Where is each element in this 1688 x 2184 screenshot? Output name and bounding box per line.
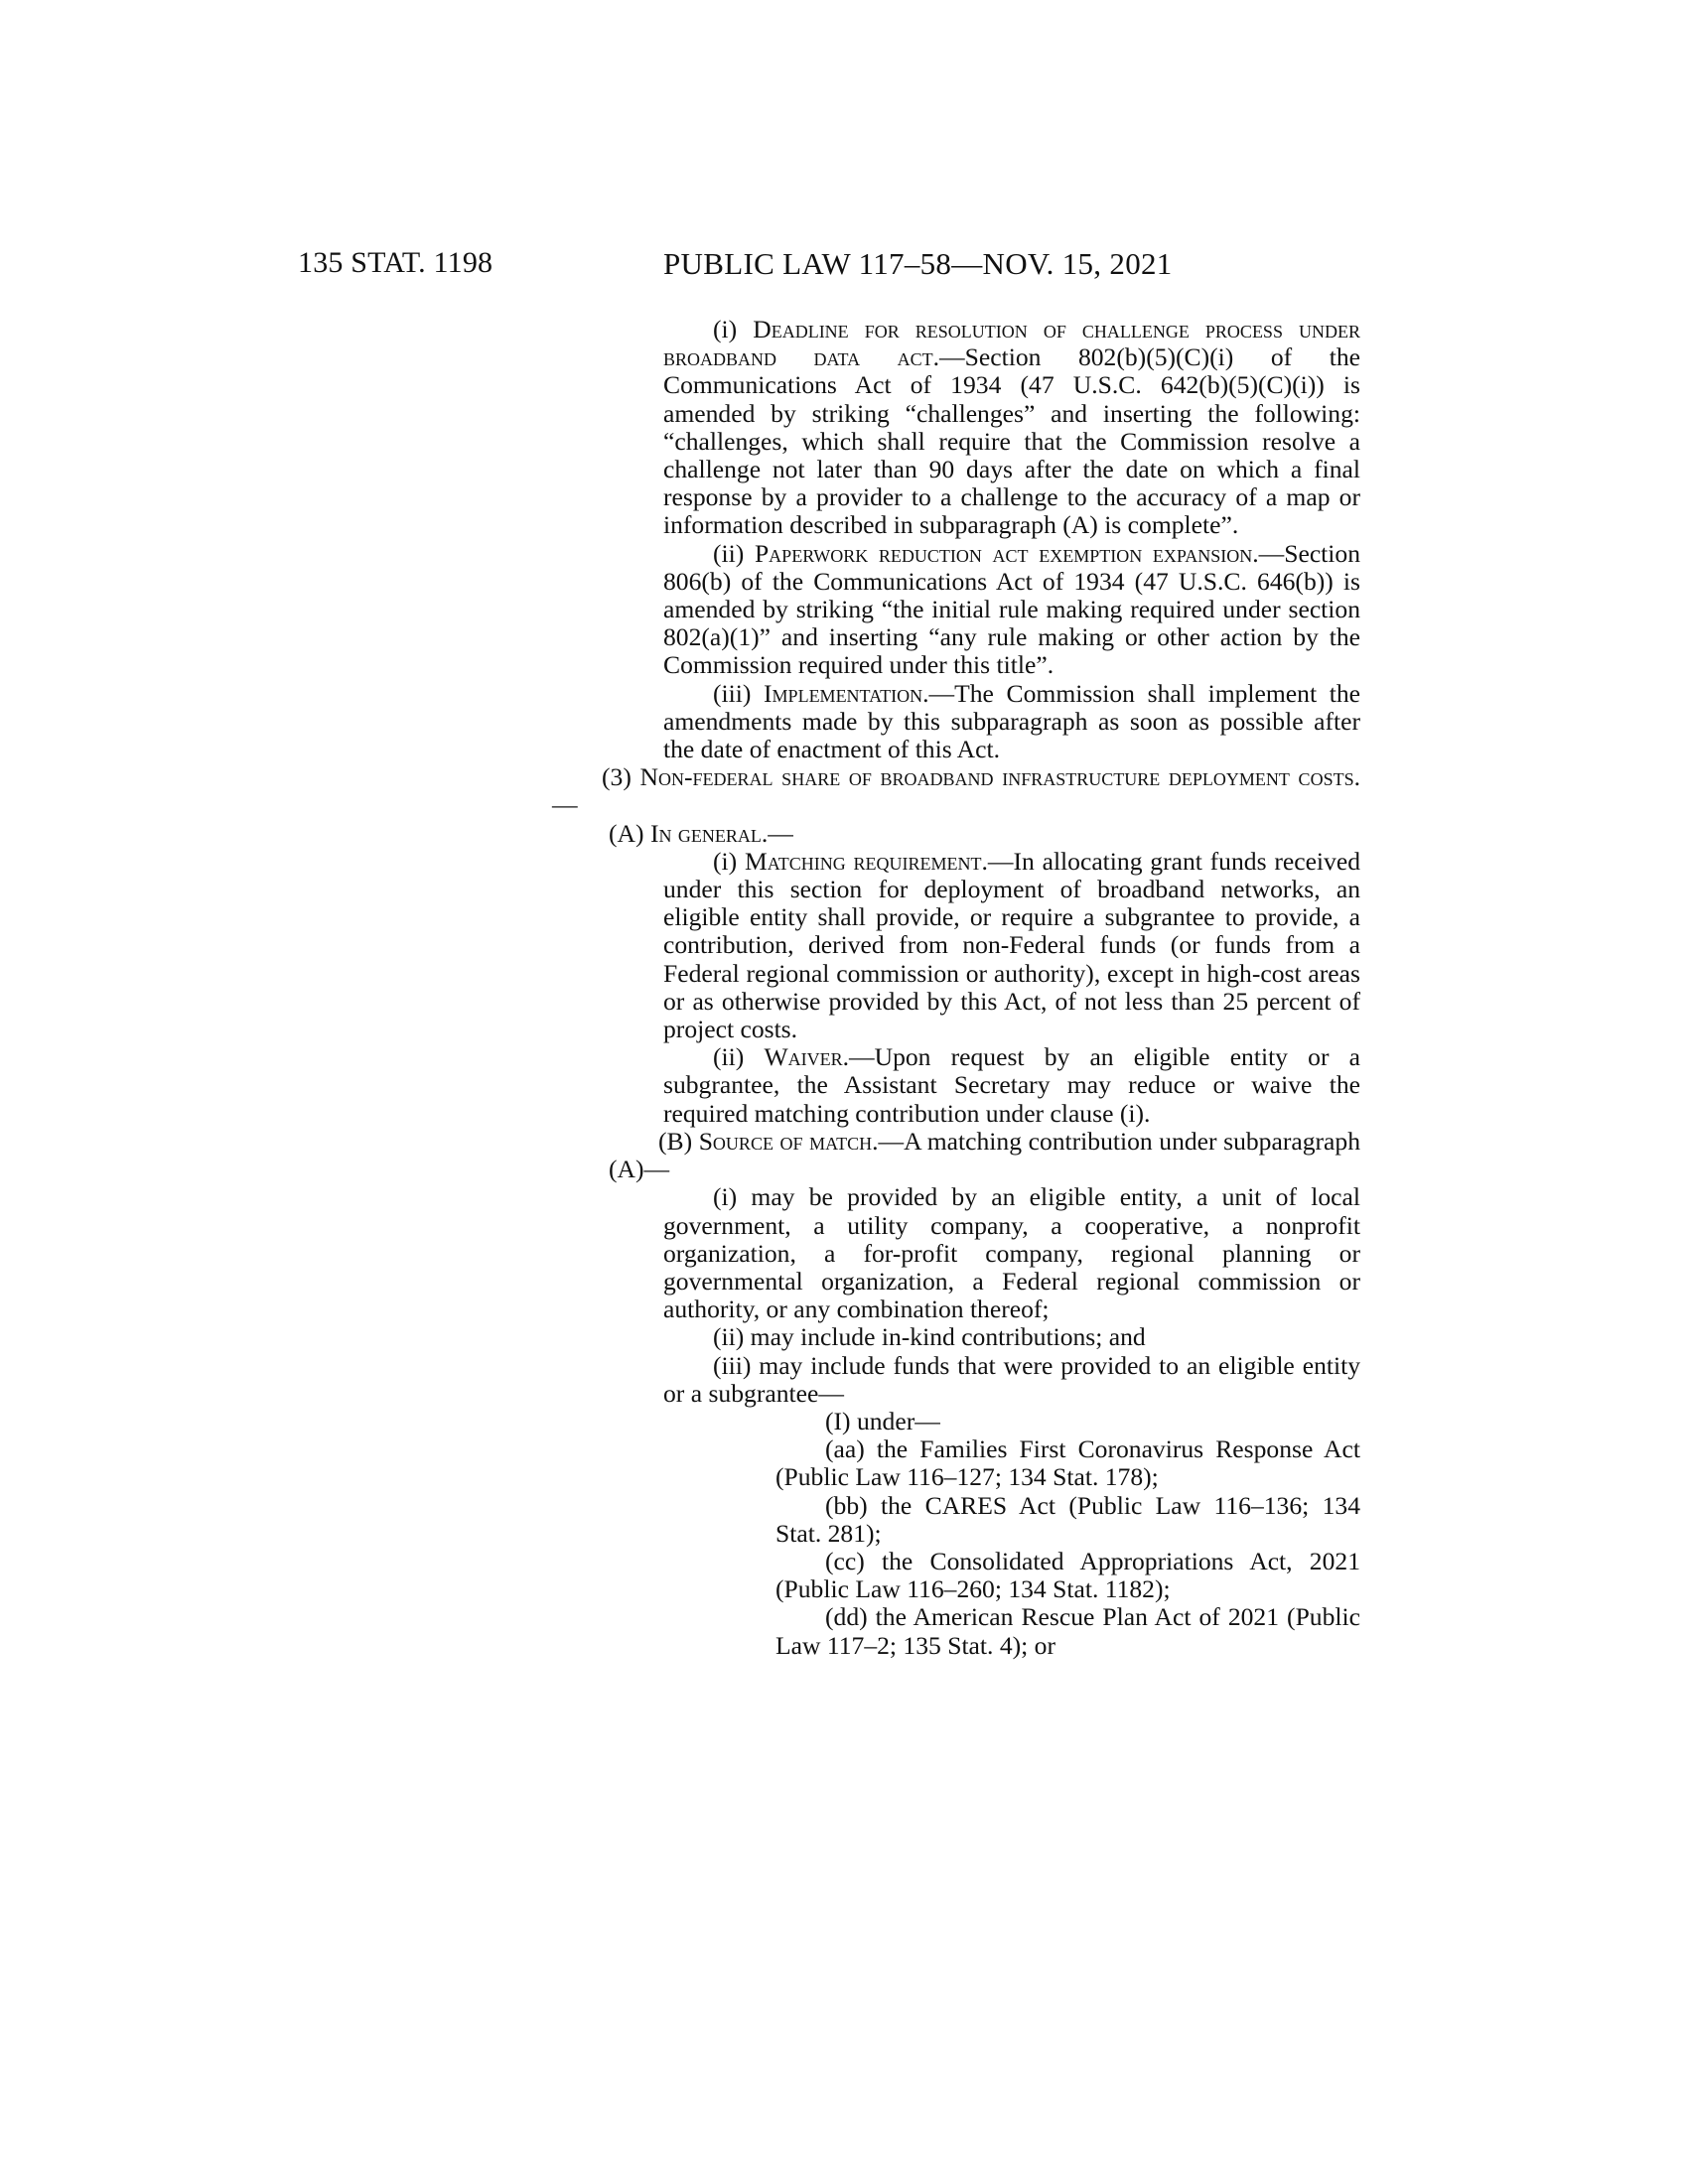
item-aa: (aa) the Families First Coronavirus Response Act (Public Law 116–127; 134 Stat. 178); (775, 1434, 1360, 1492)
clause-number: (iii) (713, 678, 765, 708)
clause-text: .—Section 802(b)(5)(C)(i) of the Communications Act of 1934 (47 U.S.C. 642(b)(5)(C)(i)) is amended by striking “challenges” and inserting the following: “challenges, which shall require that the Commission resolve a challenge not later than 90 days after the date on which a final response by a provider to a challenge to the accuracy of a map or information described in subparagraph (A) is complete”. (663, 342, 1360, 540)
clause-heading: Matching requirement (744, 846, 982, 876)
clause-B-ii: (ii) may include in-kind contributions; and (713, 1322, 1146, 1352)
page-reference: 135 STAT. 1198 (298, 246, 493, 279)
subparagraph-number: (A) (609, 818, 650, 848)
clause-i-deadline (663, 316, 1360, 540)
clause-heading: Waiver (764, 1042, 843, 1072)
clause-number: (i) (713, 846, 745, 876)
subparagraph-text: .— (761, 818, 793, 848)
clause-B-i: (i) may be provided by an eligible entity, a unit of local government, a utility company, a cooperative, a nonprofit organization, a for-profit company, regional planning or governmental organization, a Federal regional commission or authority, or any combination thereof; (663, 1182, 1360, 1324)
subclause-I: (I) under— (825, 1406, 940, 1435)
paragraph-3-non-federal-share (552, 763, 1360, 819)
subparagraph-B-source (609, 1128, 1360, 1183)
clause-number: (i) (713, 315, 754, 343)
clause-number: (ii) (713, 1042, 765, 1072)
statute-body (0, 316, 1688, 1660)
item-dd: (dd) the American Rescue Plan Act of 2021 (Public Law 117–2; 135 Stat. 4); or (775, 1602, 1360, 1660)
subparagraph-heading: In general (649, 818, 762, 848)
paragraph-number: (3) (602, 762, 640, 792)
clause-number: (ii) (713, 538, 755, 568)
subparagraph-text: .—A matching contribution under subparagraph (A)— (609, 1126, 1360, 1184)
item-bb: (bb) the CARES Act (Public Law 116–136; 134 Stat. 281); (775, 1490, 1360, 1548)
clause-ii-paperwork (663, 540, 1360, 680)
subparagraph-number: (B) (658, 1126, 699, 1156)
subparagraph-A-general (609, 820, 1360, 848)
clause-text: .—The Commission shall implement the amendments made by this subparagraph as soon as possible after the date of enactment of this Act. (663, 678, 1360, 764)
subparagraph-heading: Source of match (698, 1126, 873, 1156)
clause-text: .—Upon request by an eligible entity or a subgrantee, the Assistant Secretary may reduce or waive the required matching contribution under clause (i). (663, 1042, 1360, 1128)
clause-B-iii: (iii) may include funds that were provided to an eligible entity or a subgrantee— (663, 1350, 1360, 1408)
clause-iii-implementation (663, 680, 1360, 764)
running-header: PUBLIC LAW 117–58—NOV. 15, 2021 (663, 246, 1173, 281)
clause-heading: Deadline for resolution of challenge process under broadband data act (663, 315, 1361, 372)
item-cc: (cc) the Consolidated Appropriations Act, 2021 (Public Law 116–260; 134 Stat. 1182); (775, 1546, 1360, 1604)
clause-text: .—Section 806(b) of the Communications Act of 1934 (47 U.S.C. 646(b)) is amended by striking “the initial rule making required under section 802(a)(1)” and inserting “any rule making or other action by the Commission required under this title”. (663, 538, 1360, 680)
clause-heading: Paperwork reduction act exemption expansion (754, 538, 1253, 568)
clause-heading: Implementation (764, 678, 923, 708)
paragraph-text: .— (552, 762, 1360, 820)
paragraph-heading: Non-federal share of broadband infrastructure deployment costs (639, 762, 1354, 792)
clause-A-i-matching (663, 848, 1360, 1043)
clause-text: .—In allocating grant funds received under this section for deployment of broadband networks, an eligible entity shall provide, or require a subgrantee to provide, a contribution, derived from non-Federal funds (or funds from a Federal regional commission or authority), except in high-cost areas or as otherwise provided by this Act, of not less than 25 percent of project costs. (663, 846, 1360, 1044)
clause-A-ii-waiver (663, 1043, 1360, 1128)
